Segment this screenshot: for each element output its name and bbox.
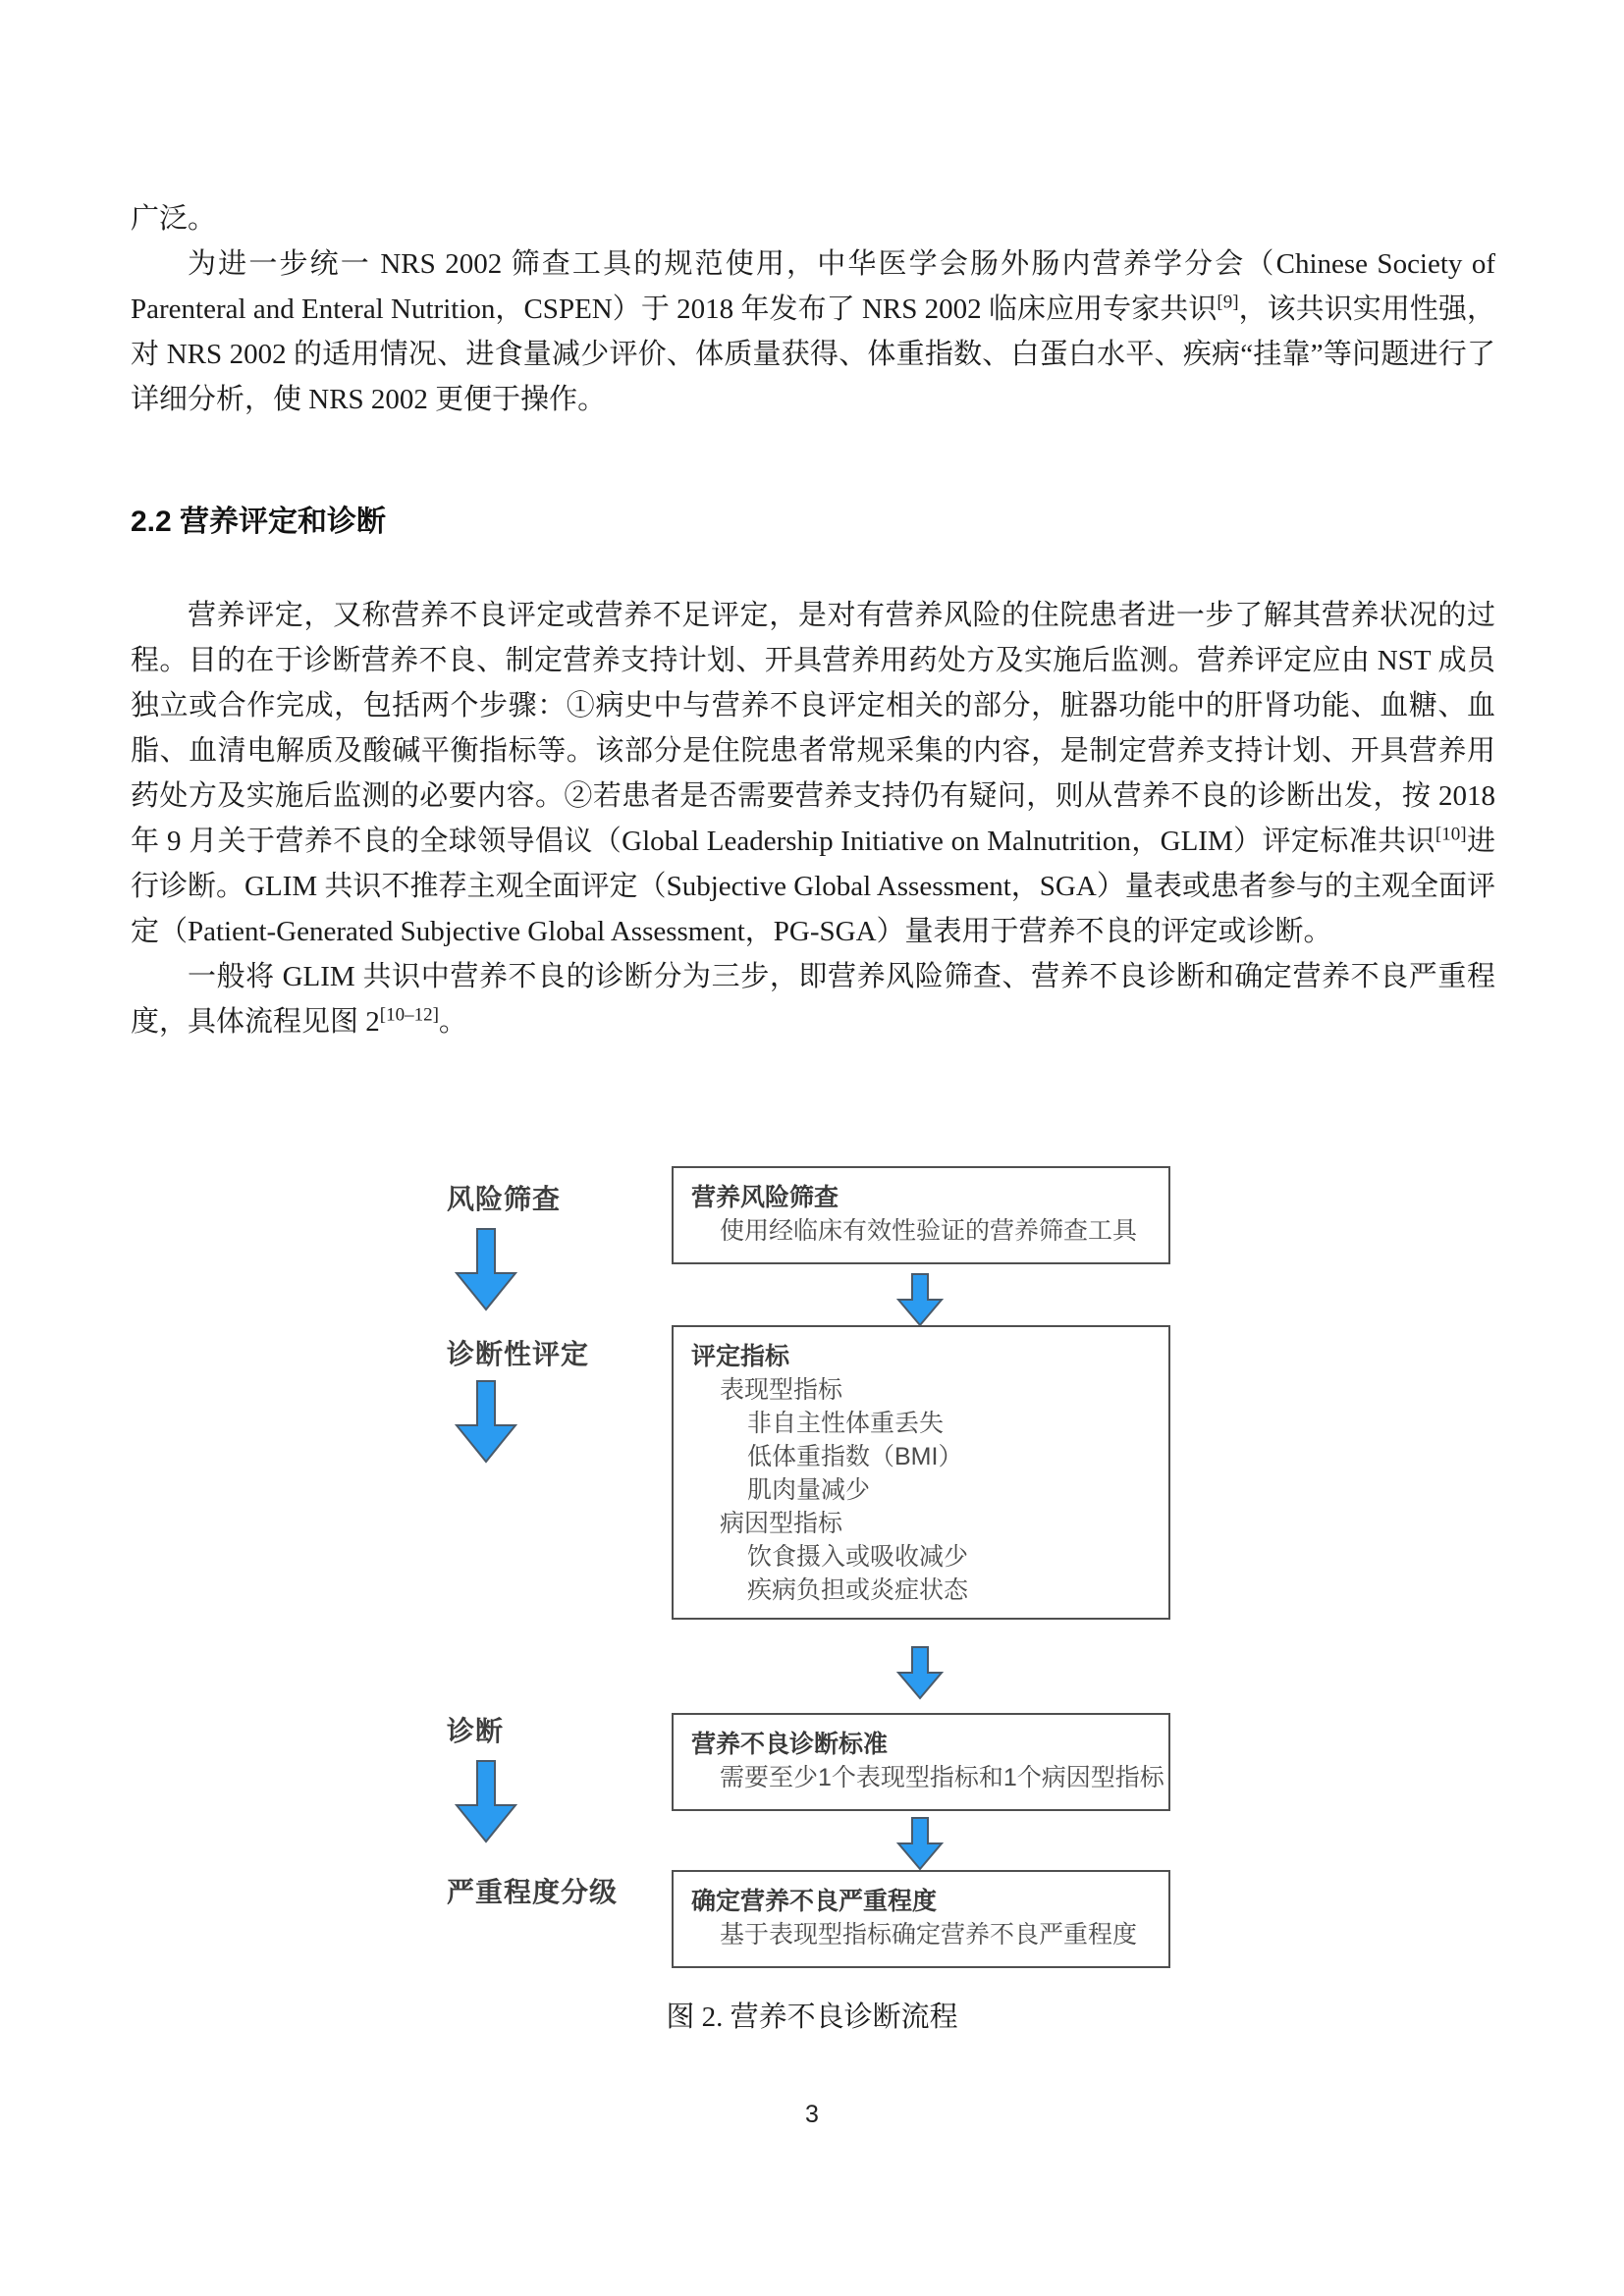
down-arrow-icon — [454, 1379, 518, 1464]
paragraph-text: ，该共识实用性强，对 NRS 2002 的适用情况、进食量减少评价、体质量获得、体重指数、白蛋白水平、疾病“挂靠”等问题进行了详细分析，使 NRS 2002 更便于操作。 — [131, 294, 1495, 415]
down-arrow-shape — [898, 1274, 942, 1325]
down-arrow-shape — [898, 1818, 942, 1869]
stage-label-risk-screening: 风险筛查 — [447, 1184, 562, 1214]
page-number: 3 — [805, 2101, 819, 2128]
down-arrow-shape — [457, 1761, 515, 1842]
flow-box-line: 饮食摄入或吸收减少 — [747, 1543, 969, 1571]
down-arrow-icon — [895, 1816, 945, 1871]
stage-label-diagnostic-assessment: 诊断性评定 — [447, 1339, 590, 1369]
flow-box-line: 需要至少1个表现型指标和1个病因型指标 — [720, 1764, 1164, 1791]
flow-box-line: 使用经临床有效性验证的营养筛查工具 — [720, 1217, 1138, 1245]
flow-box-title: 确定营养不良严重程度 — [691, 1888, 938, 1915]
down-arrow-icon — [454, 1759, 518, 1843]
paragraph-overflow: 广泛。 — [131, 203, 217, 235]
stage-label-severity-grading: 严重程度分级 — [447, 1877, 619, 1907]
paragraph-text: 一般将 GLIM 共识中营养不良的诊断分为三步，即营养风险筛查、营养不良诊断和确定营养不良严重程度，具体流程见图 2 — [131, 961, 1495, 1038]
down-arrow-icon — [895, 1272, 945, 1327]
paragraph-text: 为进一步统一 NRS 2002 筛查工具的规范使用，中华医学会肠外肠内营养学分会（Chinese Society of Parenteral and Enteral Nutrition，CSPEN）于 2018 年发布了 NRS 2002 临床应用专家共识 — [131, 248, 1495, 325]
down-arrow-icon — [454, 1227, 518, 1311]
flow-box-screening — [672, 1166, 1170, 1264]
paragraph-text: 进行诊断。GLIM 共识不推荐主观全面评定（Subjective Global Assessment，SGA）量表或患者参与的主观全面评定（Patient-Generated Subjective Global Assessment，PG-SGA）量表用于营养不良的评定或诊断。 — [131, 826, 1495, 947]
flow-box-line: 非自主性体重丢失 — [747, 1410, 945, 1437]
down-arrow-shape — [898, 1647, 942, 1698]
flow-box-severity — [672, 1870, 1170, 1968]
down-arrow-shape — [457, 1229, 515, 1309]
stage-label-diagnosis: 诊断 — [447, 1716, 505, 1746]
flow-box-title: 营养风险筛查 — [691, 1184, 839, 1211]
flow-box-line: 肌肉量减少 — [747, 1476, 871, 1504]
flow-box-line: 基于表现型指标确定营养不良严重程度 — [720, 1921, 1138, 1949]
flow-box-line: 表现型指标 — [720, 1376, 843, 1404]
paragraph-text: 营养评定，又称营养不良评定或营养不足评定，是对有营养风险的住院患者进一步了解其营养状况的过程。目的在于诊断营养不良、制定营养支持计划、开具营养用药处方及实施后监测。营养评定应由 NST 成员独立或合作完成，包括两个步骤：①病史中与营养不良评定相关的部分，脏器功能中的肝肾功能、血糖、血脂、血清电解质及酸碱平衡指标等。该部分是住院患者常规采集的内容，是制定营养支持计划、开具营养用药处方及实施后监测的必要内容。②若患者是否需要营养支持仍有疑问，则从营养不良的诊断出发，按 2018 年 9 月关于营养不良的全球领导倡议（Global Leadership Initiative on Malnutrition，GLIM）评定标准共识 — [131, 600, 1495, 857]
figure-caption: 图 2. 营养不良诊断流程 — [666, 2002, 958, 2033]
flow-box-assessment-criteria — [672, 1325, 1170, 1620]
flow-box-title: 营养不良诊断标准 — [691, 1731, 889, 1758]
citation-superscript: [9] — [1217, 292, 1239, 313]
flow-box-line: 病因型指标 — [720, 1510, 843, 1537]
paragraph-text: 。 — [438, 1006, 467, 1038]
flow-box-line: 疾病负担或炎症状态 — [747, 1576, 969, 1604]
citation-superscript: [10–12] — [379, 1004, 439, 1026]
flow-box-line: 低体重指数（BMI） — [747, 1443, 963, 1470]
citation-superscript: [10] — [1435, 824, 1467, 845]
down-arrow-shape — [457, 1381, 515, 1462]
section-heading: 2.2 营养评定和诊断 — [131, 506, 387, 538]
flow-box-title: 评定指标 — [691, 1343, 790, 1370]
flow-box-diagnosis-criteria — [672, 1713, 1170, 1811]
down-arrow-icon — [895, 1645, 945, 1700]
